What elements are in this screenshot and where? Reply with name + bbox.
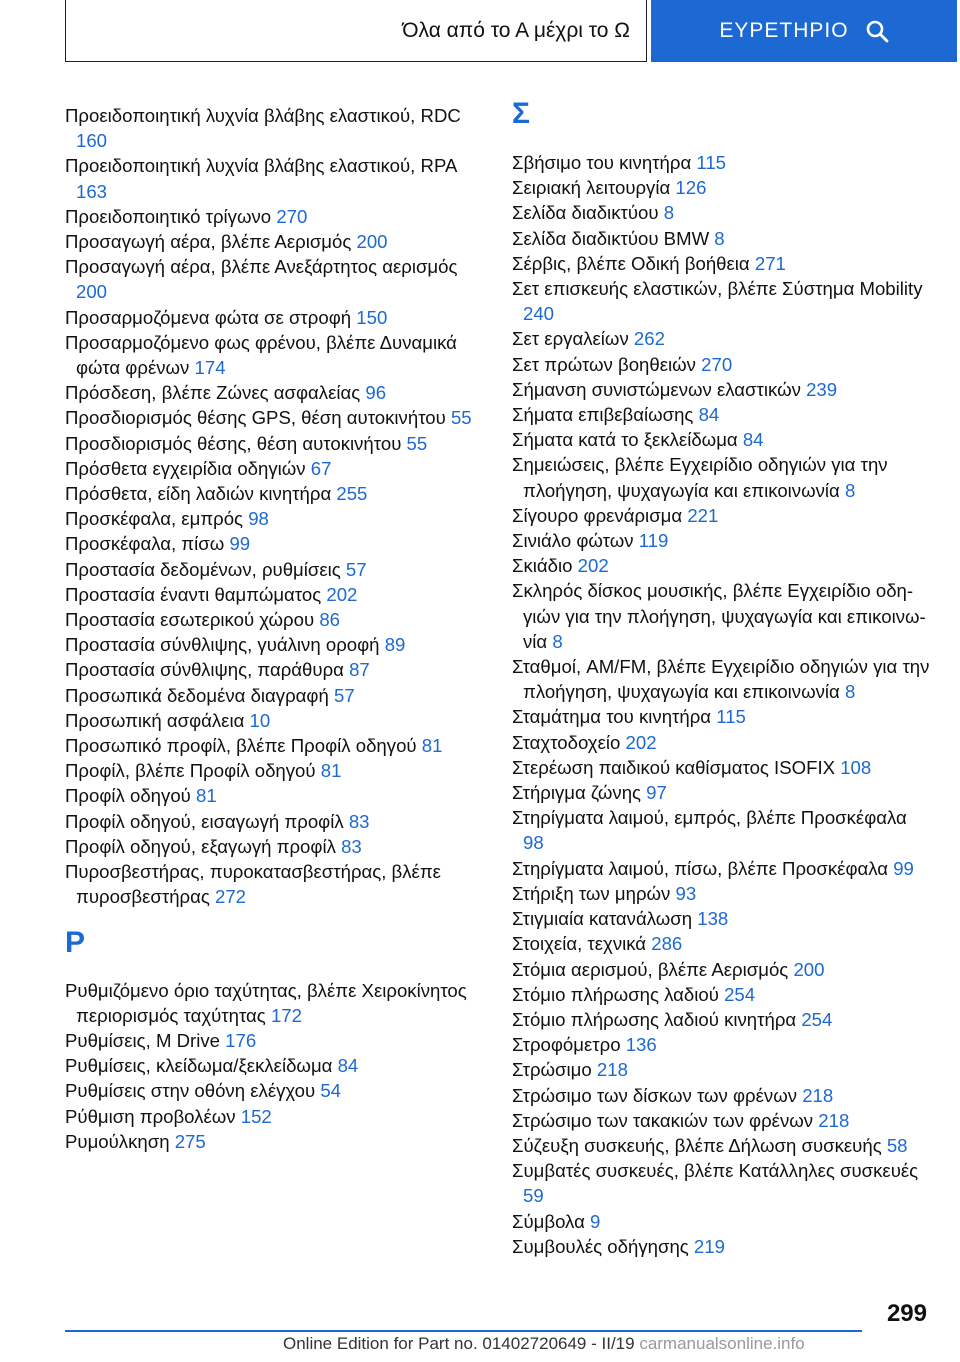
index-page-link[interactable]: 152 [240, 1105, 272, 1127]
index-entry-text: Συμβατές συσκευές, βλέπε Κατάλληλες συσκευές [512, 1160, 919, 1182]
index-entry [65, 783, 480, 808]
index-entry-text: Προσδιορισμός θέσης GPS, θέση αυτοκινήτου [65, 407, 446, 429]
index-entry-text: Στόμια αερισμού, βλέπε Αερισμός [512, 958, 789, 980]
index-entry-text: Ρυμούλκηση [65, 1130, 170, 1152]
footer-divider [65, 1330, 862, 1332]
index-page-link[interactable]: 286 [651, 933, 683, 955]
index-entry [65, 254, 480, 304]
search-icon[interactable] [865, 19, 889, 43]
index-page-link[interactable]: 8 [714, 227, 725, 249]
page-number: 299 [886, 1300, 927, 1327]
index-entry-text: Σελίδα διαδικτύου [512, 202, 659, 224]
index-page-link[interactable]: 67 [310, 457, 332, 479]
index-page-link[interactable]: 99 [229, 533, 251, 555]
index-entry-text: Προσαρμοζόμενο φως φρένου, βλέπε Δυναμικά φώτα φρένων [65, 331, 457, 379]
index-entry-text: Προστασία σύνθλιψης, γυάλινη οροφή [65, 634, 380, 656]
index-column-left [65, 103, 480, 1154]
index-entry-text: Ρυθμίσεις, M Drive [65, 1029, 220, 1051]
index-entry-text: Στρώσιμο των τακακιών των φρένων [512, 1109, 814, 1131]
index-entry [65, 859, 480, 909]
index-entry [512, 881, 932, 906]
index-entry-text: Προσκέφαλα, εμπρός [65, 508, 244, 530]
index-entry [65, 204, 480, 229]
index-entry [512, 352, 932, 377]
index-page-link[interactable]: 202 [625, 731, 657, 753]
index-entry-text: Προφίλ οδηγού, εισαγωγή προφίλ [65, 810, 344, 832]
index-page-link[interactable]: 58 [886, 1134, 908, 1156]
index-entry-text: Προσωπική ασφάλεια [65, 709, 245, 731]
index-entry-text: Προσδιορισμός θέσης, θέση αυτοκινήτου [65, 432, 402, 454]
index-entry-text: Προφίλ, βλέπε Προφίλ οδηγού [65, 760, 316, 782]
index-entry [65, 834, 480, 859]
index-entry-text: Πρόσθετα εγχειρίδια οδηγιών [65, 457, 306, 479]
index-entry-text: Σήματα επιβεβαίωσης [512, 404, 694, 426]
footer-edition: Online Edition for Part no. 01402720649 - II/19 [283, 1334, 635, 1353]
index-page-link[interactable]: 99 [893, 857, 914, 879]
index-page-link[interactable]: 271 [754, 252, 786, 274]
index-entry-text: Προσαρμοζόμενα φώτα σε στροφή [65, 306, 352, 328]
index-entry-text: Σελίδα διαδικτύου BMW [512, 227, 710, 249]
index-page-link[interactable]: 57 [334, 684, 355, 706]
index-entry-text: Προειδοποιητικό τρίγωνο [65, 205, 272, 227]
index-entry-text: Στερέωση παιδικού καθίσματος ISOFIX [512, 756, 836, 778]
index-entry-text: Στηρίγματα λαιμού, πίσω, βλέπε Προσκέφαλα [512, 857, 889, 879]
tab-index[interactable] [651, 0, 957, 62]
index-page-link[interactable]: 10 [249, 709, 271, 731]
index-page-link[interactable]: 84 [337, 1055, 359, 1077]
index-page-link[interactable]: 126 [675, 177, 707, 199]
page-header [65, 0, 957, 64]
index-entry [512, 175, 932, 200]
index-entry [512, 200, 932, 225]
index-entry-text: Σινιάλο φώτων [512, 530, 634, 552]
index-entry [65, 809, 480, 834]
index-entry-text: Στοιχεία, τεχνικά [512, 933, 647, 955]
index-entry-text: Σταχτοδοχείο [512, 731, 621, 753]
index-entry-text: Στόμιο πλήρωσης λαδιού κινητήρα [512, 1008, 797, 1030]
index-entry-text: Προσαγωγή αέρα, βλέπε Ανεξάρτητος αερισμός [65, 256, 458, 278]
index-entry-text: Ρύθμιση προβολέων [65, 1105, 236, 1127]
index-entry [512, 402, 932, 427]
index-page-link[interactable]: 86 [319, 609, 341, 631]
index-entry [512, 578, 932, 654]
section-letter-rho: Ρ [65, 925, 86, 959]
index-page-link[interactable]: 8 [552, 630, 563, 652]
index-entry [512, 982, 932, 1007]
index-entry-text: Στροφόμετρο [512, 1034, 621, 1056]
index-entry [65, 330, 480, 380]
index-entry-text: Προσωπικά δεδομένα διαγραφή [65, 684, 329, 706]
footer-site: carmanualsonline.info [639, 1334, 805, 1353]
index-entry [512, 503, 932, 528]
index-page-link[interactable]: 115 [716, 706, 746, 728]
index-entry [65, 1053, 480, 1078]
index-page-link[interactable]: 262 [633, 328, 665, 350]
index-page-link[interactable]: 55 [406, 432, 428, 454]
index-entry-text: Πρόσθετα, είδη λαδιών κινητήρα [65, 483, 332, 505]
index-page-link[interactable]: 83 [348, 810, 370, 832]
index-page-link[interactable]: 255 [336, 483, 368, 505]
index-page-link[interactable]: 275 [174, 1130, 206, 1152]
index-entry-text: Προστασία σύνθλιψης, παράθυρα [65, 659, 344, 681]
index-entry [512, 1234, 932, 1259]
index-entry [65, 557, 480, 582]
index-entry-text: Προφίλ οδηγού, εξαγωγή προφίλ [65, 835, 336, 857]
index-page-link[interactable]: 160 [76, 130, 108, 152]
index-column-right [512, 97, 932, 1259]
index-entry [512, 730, 932, 755]
index-entry [65, 305, 480, 330]
index-page-link[interactable]: 200 [76, 281, 108, 303]
index-page-link[interactable]: 150 [356, 306, 388, 328]
index-entry-text: Ρυθμίσεις, κλείδωμα/ξεκλείδωμα [65, 1055, 333, 1077]
index-entry [65, 1028, 480, 1053]
index-entry [65, 978, 480, 1028]
index-entry [65, 153, 480, 203]
index-list-sigma [512, 150, 932, 1259]
index-entry-text: Προσκέφαλα, πίσω [65, 533, 225, 555]
index-page-link[interactable]: 138 [697, 908, 729, 930]
index-page-link[interactable]: 163 [76, 180, 108, 202]
index-entry [512, 654, 932, 704]
index-entry [512, 326, 932, 351]
index-entry [512, 957, 932, 982]
index-entry [512, 452, 932, 502]
index-entry [512, 906, 932, 931]
index-entry-text: Σκιάδιο [512, 555, 573, 577]
index-list-pi [65, 103, 480, 910]
index-page-link[interactable]: 218 [818, 1109, 850, 1131]
index-page-link[interactable]: 108 [840, 756, 872, 778]
index-entry-text: Σίγουρο φρενάρισμα [512, 504, 683, 526]
index-entry [65, 733, 480, 758]
index-entry [512, 755, 932, 780]
index-page-link[interactable]: 240 [523, 303, 555, 325]
index-entry [512, 528, 932, 553]
index-entry [65, 531, 480, 556]
index-entry [65, 380, 480, 405]
index-entry [512, 427, 932, 452]
index-entry-text: Προφίλ οδηγού [65, 785, 191, 807]
index-page-link[interactable]: 84 [742, 429, 764, 451]
index-page-link[interactable]: 219 [693, 1235, 725, 1257]
index-page-link[interactable]: 272 [215, 886, 247, 908]
index-entry-text: Σύμβολα [512, 1210, 585, 1232]
index-page-link[interactable]: 254 [724, 983, 756, 1005]
index-entry [65, 506, 480, 531]
index-entry [512, 704, 932, 729]
index-entry [65, 607, 480, 632]
index-page-link[interactable]: 81 [320, 760, 342, 782]
index-entry-text: Στρώσιμο [512, 1059, 592, 1081]
tab-alphabetical[interactable] [65, 0, 647, 62]
section-letter-sigma: Σ [512, 97, 531, 130]
index-entry-text: Σβήσιμο του κινητήρα [512, 152, 692, 173]
index-entry [512, 226, 932, 251]
index-entry [512, 1007, 932, 1032]
index-entry-text: Προσωπικό προφίλ, βλέπε Προφίλ οδηγού [65, 735, 417, 757]
tab-alphabetical-label: Όλα από το Α μέχρι το Ω [402, 18, 630, 42]
index-entry-text: Προσαγωγή αέρα, βλέπε Αερισμός [65, 231, 352, 253]
index-entry [512, 1209, 932, 1234]
index-entry-text: Στιγμιαία κατανάλωση [512, 908, 693, 930]
index-entry [512, 805, 932, 855]
index-entry [65, 657, 480, 682]
index-page-link[interactable]: 200 [793, 958, 825, 980]
index-entry [65, 683, 480, 708]
index-page-link[interactable]: 202 [326, 583, 358, 605]
index-list-rho [65, 978, 480, 1154]
tab-index-label: ΕΥΡΕΤΗΡΙΟ [719, 19, 849, 42]
index-entry [65, 632, 480, 657]
index-page-link[interactable]: 96 [365, 382, 387, 404]
index-page-link[interactable]: 84 [698, 404, 720, 426]
index-page-link[interactable]: 254 [801, 1008, 833, 1030]
index-page-link[interactable]: 119 [638, 530, 669, 552]
index-page-link[interactable]: 98 [523, 832, 544, 854]
index-page-link[interactable]: 239 [806, 378, 838, 400]
index-entry [65, 1129, 480, 1154]
index-entry-text: Στήριξη των μηρών [512, 882, 671, 904]
index-entry-text: Σετ εργαλείων [512, 328, 629, 350]
index-page-link[interactable]: 89 [384, 634, 406, 656]
index-entry [65, 431, 480, 456]
index-entry [512, 1108, 932, 1133]
index-entry-text: Σήμανση συνιστώμενων ελαστικών [512, 378, 801, 400]
index-entry-text: Προστασία έναντι θαμπώματος [65, 583, 322, 605]
index-entry-text: Ρυθμιζόμενο όριο ταχύτητας, βλέπε Χειροκίνητος περιορισμός ταχύτητας [65, 979, 467, 1026]
index-entry [512, 1133, 932, 1158]
index-entry-text: Σειριακή λειτουργία [512, 177, 671, 199]
index-page-link[interactable]: 221 [687, 504, 719, 526]
index-entry [512, 856, 932, 881]
index-page-link[interactable]: 98 [248, 508, 269, 530]
index-page-link[interactable]: 270 [276, 205, 308, 227]
index-entry [512, 1083, 932, 1108]
index-entry [512, 1158, 932, 1208]
index-entry [512, 780, 932, 805]
index-entry [512, 1032, 932, 1057]
index-page-link[interactable]: 97 [646, 782, 667, 804]
index-page-link[interactable]: 8 [844, 681, 856, 703]
index-entry-text: Σετ πρώτων βοηθειών [512, 353, 696, 375]
index-page-link[interactable]: 136 [625, 1034, 657, 1056]
index-page-link[interactable]: 9 [590, 1210, 601, 1232]
index-page-link[interactable]: 218 [596, 1059, 628, 1081]
index-page-link[interactable]: 83 [341, 835, 362, 857]
index-page-link[interactable]: 115 [696, 152, 727, 173]
index-entry [65, 1104, 480, 1129]
index-entry [512, 553, 932, 578]
index-entry-text: Σημειώσεις, βλέπε Εγχειρίδιο οδηγιών για την πλοήγηση, ψυχαγωγία και επικοινωνία [512, 454, 888, 501]
index-page-link[interactable]: 59 [523, 1185, 544, 1207]
index-entry-text: Προειδοποιητική λυχνία βλάβης ελαστικού, RPA [65, 155, 457, 177]
index-entry-text: Προειδοποιητική λυχνία βλάβης ελαστικού, RDC [65, 105, 461, 126]
index-entry-text: Σταθμοί, AM/FM, βλέπε Εγχειρίδιο οδηγιών για την πλοήγηση, ψυχαγωγία και επικοινωνία [512, 656, 930, 703]
index-entry-text: Πρόσδεση, βλέπε Ζώνες ασφαλείας [65, 382, 361, 404]
index-entry [512, 931, 932, 956]
index-entry-text: Συμβουλές οδήγησης [512, 1235, 689, 1257]
index-page-link[interactable]: 200 [356, 231, 388, 253]
index-entry [512, 150, 932, 175]
index-page-link[interactable]: 55 [450, 407, 472, 429]
index-entry-text: Σήματα κατά το ξεκλείδωμα [512, 429, 738, 451]
index-entry-text: Ρυθμίσεις στην οθόνη ελέγχου [65, 1080, 316, 1102]
index-entry [65, 456, 480, 481]
index-entry-text: Πυροσβεστήρας, πυροκατασβεστήρας, βλέπε πυροσβεστήρας [65, 861, 441, 908]
index-page-link[interactable]: 174 [194, 357, 226, 379]
index-entry-text: Σετ επισκευής ελαστικών, βλέπε Σύστημα Mobility [512, 278, 923, 300]
index-entry [65, 229, 480, 254]
index-page-link[interactable]: 81 [196, 785, 217, 807]
index-entry-text: Προστασία εσωτερικού χώρου [65, 609, 315, 631]
index-entry-text: Στρώσιμο των δίσκων των φρένων [512, 1084, 798, 1106]
index-entry-text: Προστασία δεδομένων, ρυθμίσεις [65, 558, 341, 580]
index-page-link[interactable]: 81 [421, 735, 443, 757]
index-entry-text: Σταμάτημα του κινητήρα [512, 706, 712, 728]
index-entry-text: Σκληρός δίσκος μουσικής, βλέπε Εγχειρίδιο οδηγιών για την πλοήγηση, ψυχαγωγία και επικοινωνία [512, 580, 926, 652]
index-page-link[interactable]: 54 [320, 1080, 342, 1102]
index-entry-text: Στήριγμα ζώνης [512, 782, 641, 804]
index-entry [512, 276, 932, 326]
index-page-link[interactable]: 87 [349, 659, 370, 681]
index-entry [65, 708, 480, 733]
index-entry-text: Στόμιο πλήρωσης λαδιού [512, 983, 719, 1005]
index-entry [512, 251, 932, 276]
index-page-link[interactable]: 172 [270, 1004, 302, 1026]
index-page-link[interactable]: 8 [844, 479, 856, 501]
index-page-link[interactable]: 202 [577, 555, 609, 577]
index-entry-text: Σύζευξη συσκευής, βλέπε Δήλωση συσκευής [512, 1134, 882, 1156]
index-entry [65, 103, 480, 153]
index-page-link[interactable]: 218 [802, 1084, 834, 1106]
index-entry [65, 481, 480, 506]
index-entry [65, 582, 480, 607]
index-entry-text: Στηρίγματα λαιμού, εμπρός, βλέπε Προσκέφαλα [512, 807, 907, 829]
footer [283, 1334, 805, 1354]
index-page-link[interactable]: 57 [345, 558, 367, 580]
index-entry [65, 405, 480, 430]
index-page-link[interactable]: 93 [675, 882, 697, 904]
index-entry-text: Σέρβις, βλέπε Οδική βοήθεια [512, 252, 750, 274]
index-entry [65, 1078, 480, 1103]
index-entry [512, 377, 932, 402]
index-page-link[interactable]: 8 [663, 202, 675, 224]
index-page-link[interactable]: 176 [225, 1029, 257, 1051]
index-page-link[interactable]: 270 [701, 353, 733, 375]
index-entry [65, 758, 480, 783]
index-entry [512, 1057, 932, 1082]
